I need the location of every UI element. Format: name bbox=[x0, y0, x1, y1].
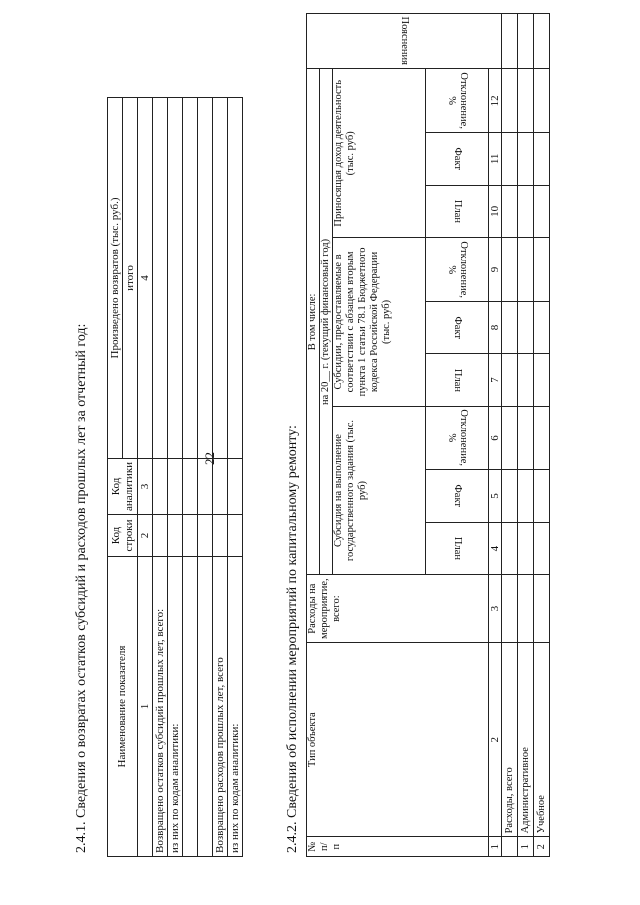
table-row bbox=[228, 98, 243, 857]
header-subsidy-state-task: Субсидия на выполнение государственного задания (тыс. руб) bbox=[333, 406, 426, 575]
section-2-4-2-title: 2.4.2. Сведения об исполнении мероприятий по капитальному ремонту: bbox=[285, 425, 300, 853]
header-deviation: Отклонение, % bbox=[426, 238, 489, 302]
column-number: 11 bbox=[489, 133, 502, 185]
column-number: 12 bbox=[489, 69, 502, 133]
column-number: 2 bbox=[489, 642, 502, 836]
column-number: 2 bbox=[138, 515, 153, 557]
header-object-type: Тип объекта bbox=[307, 642, 489, 836]
column-number: 7 bbox=[489, 354, 502, 407]
column-number: 1 bbox=[138, 557, 153, 857]
column-number: 6 bbox=[489, 406, 502, 470]
header-indicator-name: Наименование показателя bbox=[108, 557, 138, 857]
header-deviation: Отклонение, % bbox=[426, 69, 489, 133]
column-number: 8 bbox=[489, 301, 502, 353]
row-label: Расходы, всего bbox=[502, 642, 518, 836]
header-deviation: Отклонение, % bbox=[426, 406, 489, 470]
header-fact: Факт bbox=[426, 470, 489, 522]
row-label bbox=[198, 557, 213, 857]
column-number: 3 bbox=[489, 575, 502, 643]
row-label: Возвращено остатков субсидий прошлых лет, всего: bbox=[153, 557, 168, 857]
row-label: Учебное bbox=[534, 642, 550, 836]
header-row-code: Код строки bbox=[108, 515, 138, 557]
row-label: Административное bbox=[518, 642, 534, 836]
header-plan: План bbox=[426, 185, 489, 238]
column-number: 1 bbox=[489, 837, 502, 857]
table-row bbox=[518, 14, 534, 857]
header-plan: План bbox=[426, 354, 489, 407]
column-number: 3 bbox=[138, 458, 153, 514]
section-2-4-1-title: 2.4.1. Сведения о возвратах остатков субсидий и расходов прошлых лет за отчетный год: bbox=[74, 323, 89, 853]
header-total: итого bbox=[123, 98, 138, 459]
row-number: 2 bbox=[534, 837, 550, 857]
header-including: В том числе: bbox=[307, 69, 320, 575]
capital-repair-table bbox=[306, 13, 550, 857]
row-label: из них по кодам аналитики: bbox=[168, 557, 183, 857]
header-income-activity: Приносящая доход деятельность (тыс. руб) bbox=[333, 69, 426, 238]
row-label: Возвращено расходов прошлых лет, всего bbox=[213, 557, 228, 857]
header-year: на 20__ г. (текущий финансовый год) bbox=[320, 69, 333, 575]
row-label: из них по кодам аналитики: bbox=[228, 557, 243, 857]
table-row bbox=[153, 98, 168, 857]
header-analytic-code: Код аналитики bbox=[108, 458, 138, 514]
column-number: 4 bbox=[489, 522, 502, 575]
table-row bbox=[198, 98, 213, 857]
header-fact: Факт bbox=[426, 301, 489, 353]
column-number: 10 bbox=[489, 185, 502, 238]
header-returned: Произведено возвратов (тыс. руб.) bbox=[108, 98, 123, 459]
table-row bbox=[183, 98, 198, 857]
header-expenses-total: Расходы на мероприятие, всего: bbox=[307, 575, 489, 643]
header-fact: Факт bbox=[426, 133, 489, 185]
returns-table bbox=[107, 97, 243, 857]
column-number: 4 bbox=[138, 98, 153, 459]
table-row bbox=[213, 98, 228, 857]
column-number: 5 bbox=[489, 470, 502, 522]
table-row bbox=[502, 14, 518, 857]
row-label bbox=[183, 557, 198, 857]
row-number bbox=[502, 837, 518, 857]
header-plan: План bbox=[426, 522, 489, 575]
column-number: 9 bbox=[489, 238, 502, 302]
row-number: 1 bbox=[518, 837, 534, 857]
table-row bbox=[168, 98, 183, 857]
header-subsidy-78-1: Субсидии, предоставляемые в соответствии с абзацем вторым пункта 1 статьи 78.1 Бюджетного кодекса Российской Федерации (тыс. руб) bbox=[333, 238, 426, 407]
table-row bbox=[534, 14, 550, 857]
header-number: № п/п bbox=[307, 837, 489, 857]
page-number: 22 bbox=[202, 452, 217, 465]
header-notes: Пояснения bbox=[307, 14, 502, 69]
